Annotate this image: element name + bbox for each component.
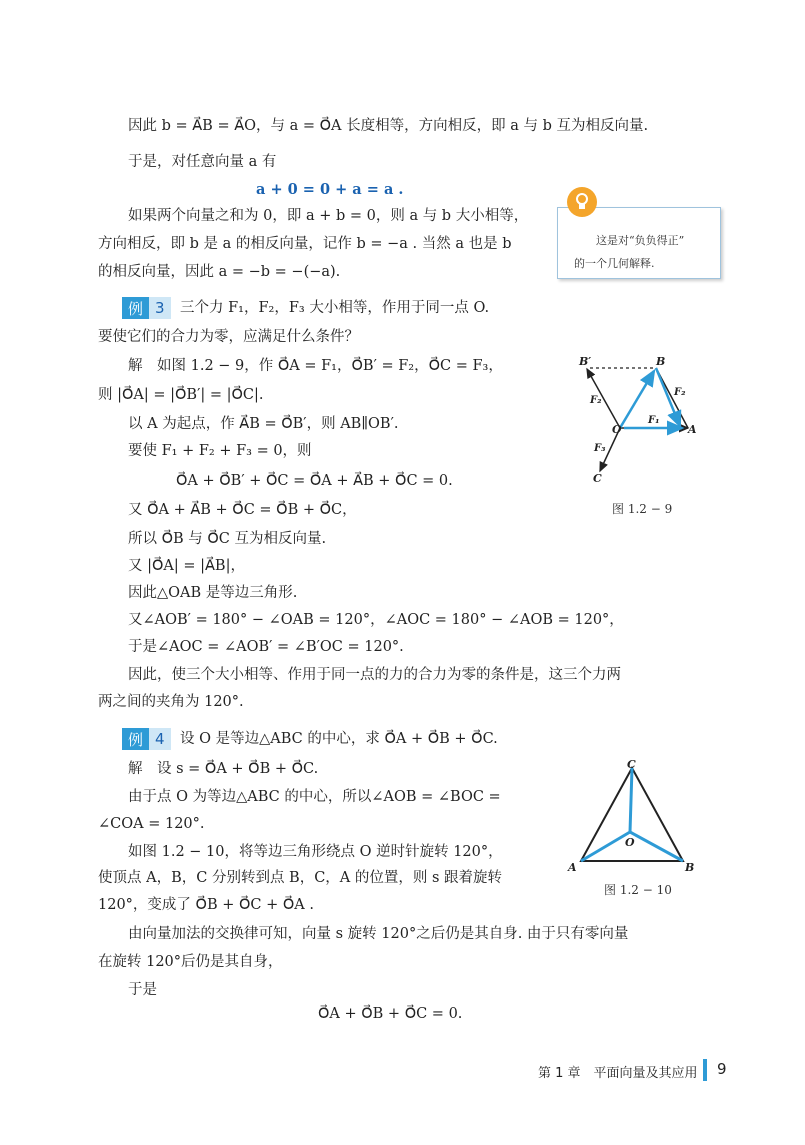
figure-caption: 图 1.2 − 9 xyxy=(612,502,673,516)
text-line: 120°，变成了 O⃗B + O⃗C + O⃗A . xyxy=(98,897,314,913)
text-line: 解 设 s = O⃗A + O⃗B + O⃗C. xyxy=(128,761,319,777)
text-line: 因此△OAB 是等边三角形. xyxy=(128,585,298,601)
example-label: 例 xyxy=(128,299,144,318)
page-number: 9 xyxy=(717,1060,727,1078)
example-3-badge xyxy=(122,297,171,319)
label-a: A xyxy=(568,861,577,874)
lightbulb-icon xyxy=(567,187,597,217)
text-line: 于是，对任意向量 a 有 xyxy=(128,154,277,170)
text-line: 又 |O⃗A| = |A⃗B|， xyxy=(128,558,245,574)
label-b: B xyxy=(656,355,666,368)
label-b: B xyxy=(685,861,695,874)
text-line: 由向量加法的交换律可知，向量 s 旋转 120°之后仍是其自身. 由于只有零向量 xyxy=(128,926,629,942)
formula: a + 0 = 0 + a = a . xyxy=(256,181,404,198)
margin-note xyxy=(557,207,721,279)
text-line: 要使 F₁ + F₂ + F₃ = 0，则 xyxy=(128,443,312,459)
example-number: 3 xyxy=(149,297,171,319)
text-line: 两之间的夹角为 120°. xyxy=(98,694,244,710)
text-line: 因此 b = A⃗B = A⃗O，与 a = O⃗A 长度相等，方向相反，即 a 与 b 互为相反向量. xyxy=(128,118,649,134)
text-line: 于是 xyxy=(128,982,157,998)
label-o: O xyxy=(612,423,622,436)
label-o: O xyxy=(625,836,635,849)
formula: O⃗A + O⃗B + O⃗C = 0. xyxy=(318,1006,463,1022)
example-label: 例 xyxy=(128,730,144,749)
text-line: 所以 O⃗B 与 O⃗C 互为相反向量. xyxy=(128,531,327,547)
text-line: 的相反向量，因此 a = −b = −(−a). xyxy=(98,264,341,280)
text-line: 如图 1.2 − 10，将等边三角形绕点 O 逆时针旋转 120°， xyxy=(128,844,503,860)
text-line: 则 |O⃗A| = |O⃗B′| = |O⃗C|. xyxy=(98,387,264,403)
text-line: 于是∠AOC = ∠AOB′ = ∠B′OC = 120°. xyxy=(128,639,404,655)
figure-1-2-10 xyxy=(566,758,696,878)
text-line: 设 O 是等边△ABC 的中心，求 O⃗A + O⃗B + O⃗C. xyxy=(180,731,498,747)
label-c: C xyxy=(627,758,636,771)
label-c: C xyxy=(593,472,602,485)
note-line-1: 这是对“负负得正” xyxy=(596,234,685,247)
label-a: A xyxy=(688,423,697,436)
text-line: 由于点 O 为等边△ABC 的中心，所以∠AOB = ∠BOC = xyxy=(128,789,501,805)
footer-chapter: 第 1 章 平面向量及其应用 xyxy=(538,1066,698,1081)
figure-1-2-9 xyxy=(578,353,698,488)
label-f2-right: F₂ xyxy=(674,387,686,398)
label-f1: F₁ xyxy=(648,415,660,426)
text-line: 以 A 为起点，作 A⃗B = O⃗B′，则 AB∥OB′. xyxy=(128,416,399,432)
text-line: 三个力 F₁，F₂，F₃ 大小相等，作用于同一点 O. xyxy=(180,300,490,316)
footer-divider xyxy=(703,1059,707,1081)
text-line: 在旋转 120°后仍是其自身， xyxy=(98,954,283,970)
figure-caption: 图 1.2 − 10 xyxy=(604,883,672,897)
label-f3: F₃ xyxy=(594,443,606,454)
text-line: 又 O⃗A + A⃗B + O⃗C = O⃗B + O⃗C， xyxy=(128,502,357,518)
example-number: 4 xyxy=(149,728,171,750)
text-line: ∠COA = 120°. xyxy=(98,816,205,832)
label-f2-left: F₂ xyxy=(590,395,602,406)
note-line-2: 的一个几何解释. xyxy=(574,257,655,270)
example-4-badge xyxy=(122,728,171,750)
text-line: 又∠AOB′ = 180° − ∠OAB = 120°，∠AOC = 180° − ∠AOB = 120°， xyxy=(128,612,624,628)
label-b-prime: B′ xyxy=(579,355,592,368)
text-line: 因此，使三个大小相等、作用于同一点的力的合力为零的条件是，这三个力两 xyxy=(128,667,621,683)
text-line: 解 如图 1.2 − 9，作 O⃗A = F₁，O⃗B′ = F₂，O⃗C = F₃， xyxy=(128,358,503,374)
formula: O⃗A + O⃗B′ + O⃗C = O⃗A + A⃗B + O⃗C = 0. xyxy=(176,473,453,489)
text-line: 如果两个向量之和为 0，即 a + b = 0，则 a 与 b 大小相等， xyxy=(128,208,529,224)
text-line: 要使它们的合力为零，应满足什么条件？ xyxy=(98,329,359,345)
text-line: 使顶点 A，B，C 分别转到点 B，C，A 的位置，则 s 跟着旋转 xyxy=(98,870,503,886)
text-line: 方向相反，即 b 是 a 的相反向量，记作 b = −a . 当然 a 也是 b xyxy=(98,236,512,252)
